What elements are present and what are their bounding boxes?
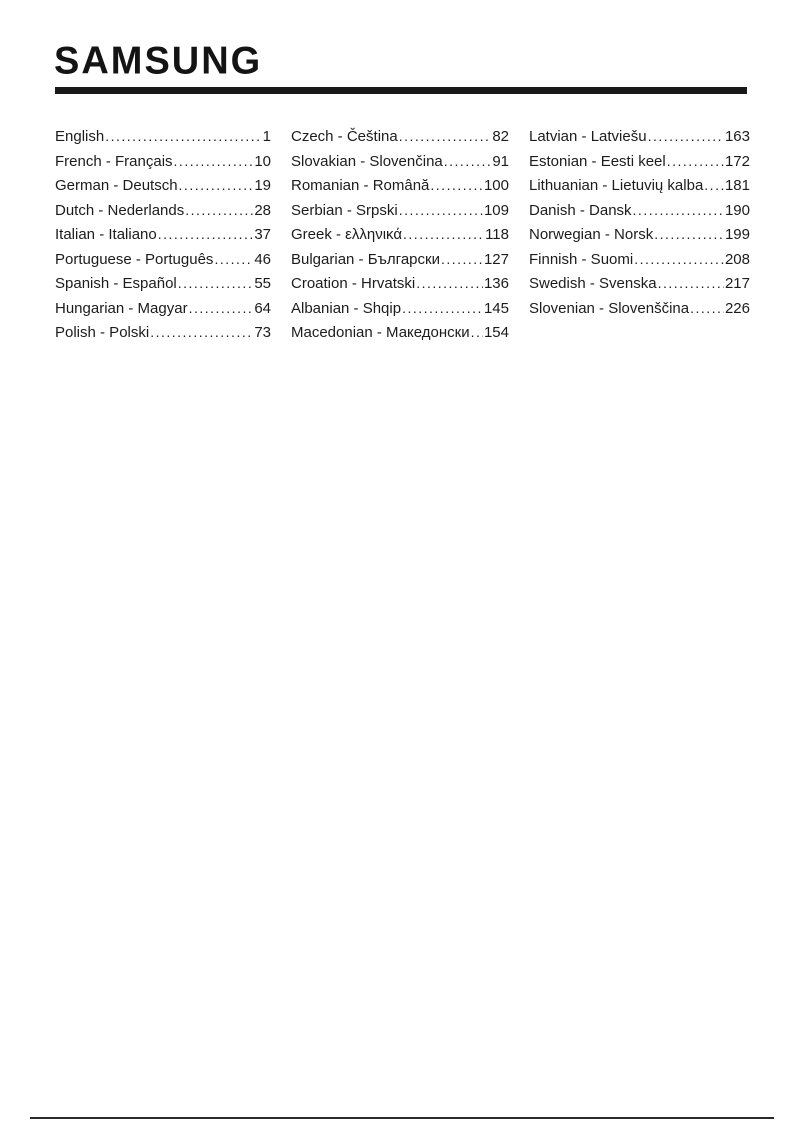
toc-entry-page: 1 — [262, 128, 271, 145]
toc-entry-label: Estonian - Eesti keel — [529, 152, 666, 170]
toc-entry — [291, 300, 509, 317]
toc-entry-label: Spanish - Español — [55, 275, 177, 292]
toc-entry-label: Polish - Polski — [55, 324, 150, 341]
toc-entry-label: Hungarian - Magyar — [55, 299, 188, 317]
toc-entry-page: 145 — [483, 299, 509, 317]
dot-leader — [399, 202, 483, 219]
dot-leader — [648, 128, 724, 145]
toc-entry-page: 163 — [724, 128, 750, 145]
dot-leader — [654, 226, 724, 243]
toc-column-1 — [55, 128, 271, 349]
toc-entry-page: 10 — [254, 152, 271, 170]
toc-entry-label: Macedonian - Македонски — [291, 324, 470, 341]
toc-entry — [55, 226, 271, 243]
toc-entry — [529, 275, 750, 292]
toc-entry — [291, 226, 509, 243]
dot-leader — [178, 275, 254, 292]
dot-leader — [150, 324, 253, 341]
toc-entry-page: 172 — [724, 152, 750, 170]
toc-entry-page: 208 — [724, 250, 750, 268]
dot-leader — [667, 153, 724, 170]
toc-entry-label: Slovenian - Slovenščina — [529, 299, 690, 317]
toc-entry-page: 37 — [254, 226, 271, 243]
toc-entry-label: Romanian - Română — [291, 177, 430, 194]
toc-entry-label: Lithuanian - Lietuvių kalba — [529, 177, 704, 194]
toc-entry-label: Dutch - Nederlands — [55, 201, 185, 219]
toc-entry — [291, 153, 509, 170]
header-rule — [55, 87, 747, 94]
dot-leader — [444, 153, 492, 170]
toc-entry — [55, 153, 271, 170]
toc-entry-label: Greek - ελληνικά — [291, 226, 403, 243]
toc-entry — [529, 177, 750, 194]
dot-leader — [179, 177, 254, 194]
footer-rule — [30, 1117, 774, 1119]
dot-leader — [690, 300, 724, 317]
toc-entry-page: 118 — [485, 226, 509, 243]
toc-entry-label: Italian - Italiano — [55, 226, 157, 243]
dot-leader — [189, 300, 254, 317]
toc-entry-label: German - Deutsch — [55, 177, 178, 194]
toc-entry-page: 28 — [254, 201, 271, 219]
toc-entry — [291, 275, 509, 292]
toc-entry-label: English — [55, 128, 105, 145]
toc-entry — [291, 128, 509, 145]
toc-entry-page: 19 — [254, 177, 271, 194]
toc-entry — [55, 177, 271, 194]
toc-entry-page: 82 — [492, 128, 509, 145]
table-of-contents — [55, 128, 750, 349]
dot-leader — [185, 202, 253, 219]
toc-entry — [291, 251, 509, 268]
toc-entry-label: Albanian - Shqip — [291, 299, 402, 317]
toc-entry-label: French - Français — [55, 152, 173, 170]
toc-entry-label: Czech - Čeština — [291, 128, 398, 145]
toc-entry-page: 199 — [724, 226, 750, 243]
dot-leader — [704, 177, 724, 194]
toc-entry — [55, 275, 271, 292]
dot-leader — [471, 324, 483, 341]
toc-entry-page: 226 — [724, 299, 750, 317]
toc-entry — [529, 202, 750, 219]
dot-leader — [174, 153, 254, 170]
toc-entry-label: Portuguese - Português — [55, 250, 214, 268]
toc-entry — [529, 226, 750, 243]
dot-leader — [105, 128, 261, 145]
toc-entry-label: Finnish - Suomi — [529, 250, 634, 268]
toc-entry — [55, 324, 271, 341]
toc-entry-page: 181 — [724, 177, 750, 194]
toc-entry — [55, 251, 271, 268]
toc-entry-page: 136 — [483, 275, 509, 292]
dot-leader — [402, 300, 483, 317]
toc-entry-label: Latvian - Latviešu — [529, 128, 647, 145]
dot-leader — [158, 226, 254, 243]
toc-entry — [55, 202, 271, 219]
toc-entry — [529, 300, 750, 317]
toc-entry-page: 127 — [483, 250, 509, 268]
toc-entry-label: Slovakian - Slovenčina — [291, 152, 443, 170]
toc-entry-label: Norwegian - Norsk — [529, 226, 654, 243]
toc-column-2 — [291, 128, 509, 349]
toc-entry — [529, 153, 750, 170]
toc-entry-page: 109 — [483, 201, 509, 219]
dot-leader — [403, 226, 484, 243]
toc-entry — [291, 202, 509, 219]
toc-entry-label: Bulgarian - Български — [291, 250, 440, 268]
dot-leader — [416, 275, 483, 292]
dot-leader — [441, 251, 483, 268]
dot-leader — [430, 177, 483, 194]
samsung-logo: SAMSUNG — [54, 39, 263, 83]
dot-leader — [214, 251, 253, 268]
toc-entry-page: 91 — [492, 152, 509, 170]
toc-entry-page: 190 — [724, 201, 750, 219]
toc-entry-page: 217 — [724, 275, 750, 292]
toc-entry-label: Swedish - Svenska — [529, 275, 657, 292]
toc-entry-page: 154 — [483, 324, 509, 341]
toc-column-3 — [529, 128, 750, 324]
dot-leader — [634, 251, 724, 268]
toc-entry-label: Croation - Hrvatski — [291, 275, 416, 292]
dot-leader — [658, 275, 724, 292]
toc-entry — [529, 251, 750, 268]
toc-entry-page: 100 — [483, 177, 509, 194]
toc-entry — [529, 128, 750, 145]
toc-entry-page: 46 — [254, 250, 271, 268]
toc-entry — [55, 300, 271, 317]
toc-entry-label: Serbian - Srpski — [291, 201, 398, 219]
toc-entry-label: Danish - Dansk — [529, 201, 632, 219]
dot-leader — [633, 202, 724, 219]
toc-entry — [291, 177, 509, 194]
toc-entry — [55, 128, 271, 145]
dot-leader — [399, 128, 492, 145]
toc-entry-page: 73 — [254, 324, 271, 341]
toc-entry — [291, 324, 509, 341]
toc-entry-page: 55 — [254, 275, 271, 292]
toc-entry-page: 64 — [254, 299, 271, 317]
